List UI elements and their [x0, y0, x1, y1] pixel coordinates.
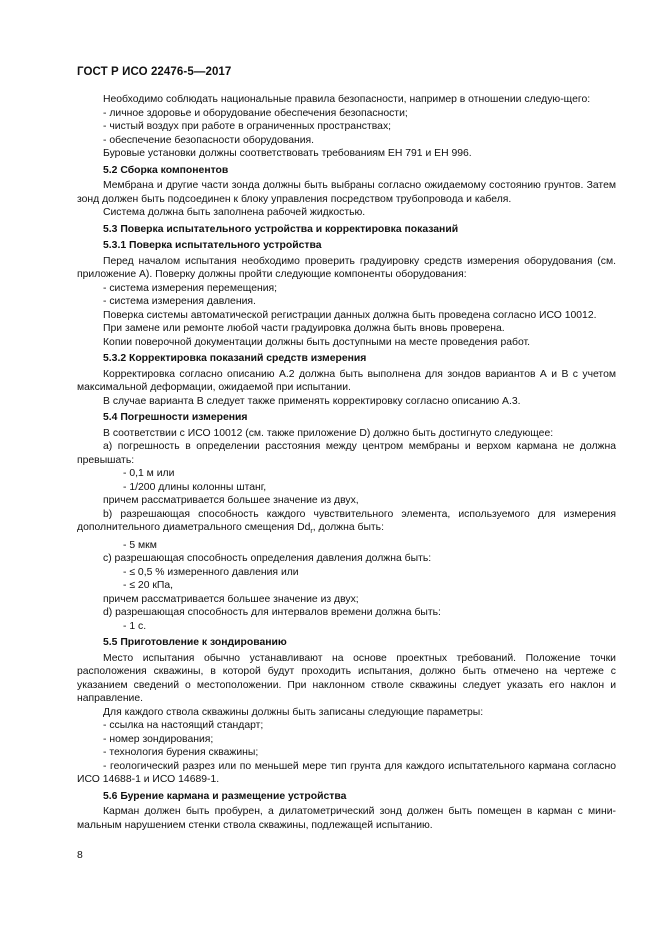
list-item: - ссылка на настоящий стандарт; [103, 720, 264, 732]
section-heading: 5.3 Поверка испытательного устройства и корректировка показаний [103, 223, 459, 235]
paragraph: причем рассматривается большее значение из двух, [103, 495, 359, 506]
list-item: - 1/200 длины колонны штанг, [123, 481, 267, 493]
paragraph: Перед началом испытания необходимо проверить градуировку средств измерения оборудования (см. приложение А). Поверку должны пройти следующие компоненты оборудования: [77, 255, 616, 280]
document-header: ГОСТ Р ИСО 22476-5—2017 [77, 66, 232, 78]
paragraph: с) разрешающая способность определения давления должна быть: [103, 553, 432, 565]
paragraph: Система должна быть заполнена рабочей жидкостью. [103, 207, 366, 218]
list-item: - личное здоровье и оборудование обеспечения безопасности; [103, 107, 408, 119]
paragraph: Копии поверочной документации должны быть доступными на месте проведения работ. [103, 336, 530, 348]
document-body [77, 93, 616, 832]
list-item: - 1 с. [123, 620, 147, 632]
paragraph: Для каждого ствола скважины должны быть записаны следующие параметры: [103, 706, 484, 718]
list-item: - 5 мкм [123, 539, 157, 551]
section-heading: 5.3.1 Поверка испытательного устройства [103, 240, 322, 251]
paragraph: При замене или ремонте любой части градуировка должна быть вновь проверена. [103, 323, 505, 334]
paragraph: В случае варианта В следует также применять корректировку согласно описанию А.3. [103, 395, 521, 407]
paragraph: Буровые установки должны соответствовать требованиям ЕН 791 и ЕН 996. [103, 148, 472, 159]
list-item: - номер зондирования; [103, 733, 214, 745]
list-item: - ≤ 0,5 % измеренного давления или [123, 566, 299, 578]
paragraph: Место испытания обычно устанавливают на основе проектных требований. Положение точки расположения скважины, в которой будут проходить испытания, должно быть отмечено на чертеже с указанием сведений о местоположении. При наклонном стволе скважины следует указать его наклон и направление. [77, 652, 616, 705]
paragraph: Поверка системы автоматической регистрации данных должна быть проведена согласно ИСО 10012. [103, 309, 597, 321]
paragraph: Мембрана и другие части зонда должны быть выбраны согласно ожидаемому состоянию грунтов. Затем зонд должен быть подсоединен к блоку управления посредством трубопровода и кабеля. [77, 180, 616, 205]
list-item: - система измерения давления. [103, 296, 256, 307]
list-item: - технология бурения скважины; [103, 747, 259, 759]
paragraph: причем рассматривается большее значение из двух; [103, 593, 359, 605]
section-heading: 5.2 Сборка компонентов [103, 164, 229, 176]
paragraph: В соответствии с ИСО 10012 (см. также приложение D) должно быть достигнуто следующее: [103, 427, 554, 439]
paragraph: Корректировка согласно описанию А.2 должна быть выполнена для зондов вариантов А и В с учетом максимальной деформации, ожидаемой при испытании. [77, 368, 616, 393]
paragraph: а) погрешность в определении расстояния между центром мембраны и верхом кармана не должна превышать: [77, 441, 616, 466]
paragraph: Карман должен быть пробурен, а дилатометрический зонд должен быть помещен в карман с мини-мальным нарушением стенки ствола скважины, подлежащей испытанию. [77, 806, 616, 831]
page-number: 8 [77, 850, 83, 861]
list-item: - чистый воздух при работе в ограниченных пространствах; [103, 121, 392, 132]
list-item: - обеспечение безопасности оборудования. [103, 134, 315, 146]
paragraph: Необходимо соблюдать национальные правила безопасности, например в отношении следую-щего: [103, 94, 591, 105]
list-item: - 0,1 м или [123, 468, 175, 479]
list-item: - ≤ 20 кПа, [123, 580, 174, 592]
paragraph: - геологический разрез или по меньшей мере тип грунта для каждого испытательного кармана согласно ИСО 14688-1 и ИСО 14689-1. [77, 760, 616, 786]
paragraph: d) разрешающая способность для интервалов времени должна быть: [103, 607, 441, 619]
section-heading: 5.3.2 Корректировка показаний средств измерения [103, 353, 367, 364]
paragraph: b) разрешающая способность каждого чувствительного элемента, используемого для измерения дополнительного диаметрального смещения $Dd_r$, должна быть: [77, 508, 616, 536]
section-heading: 5.4 Погрешности измерения [103, 412, 248, 423]
list-item: - система измерения перемещения; [103, 282, 278, 294]
section-heading: 5.5 Приготовление к зондированию [103, 637, 287, 649]
section-heading: 5.6 Бурение кармана и размещение устройства [103, 790, 347, 802]
